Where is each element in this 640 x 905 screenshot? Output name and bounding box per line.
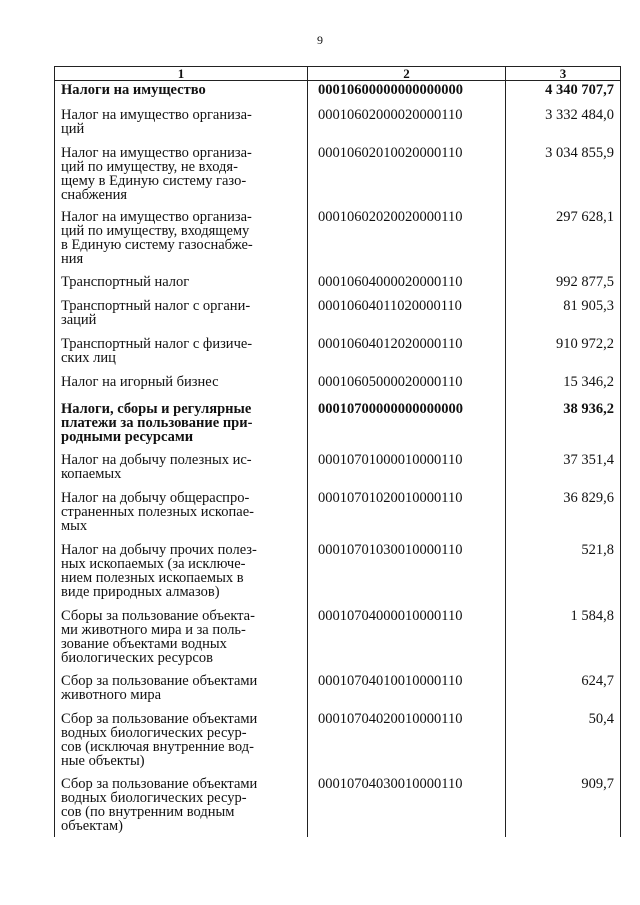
row-amount: 38 936,2 bbox=[506, 402, 621, 453]
row-code: 00010604011020000110 bbox=[308, 299, 506, 337]
row-amount: 50,4 bbox=[506, 712, 621, 777]
table-row bbox=[55, 375, 621, 402]
row-name: Налоги, сборы и регулярные платежи за пользование при- родными ресурсами bbox=[55, 402, 308, 453]
table-row bbox=[55, 453, 621, 491]
row-name: Налог на игорный бизнес bbox=[55, 375, 308, 402]
row-name: Налог на имущество организа- ций по имуществу, не входя- щему в Единую систему газо- снабжения bbox=[55, 146, 308, 210]
row-name: Налог на имущество организа- ций bbox=[55, 108, 308, 146]
row-name: Налог на добычу полезных ис- копаемых bbox=[55, 453, 308, 491]
row-amount: 36 829,6 bbox=[506, 491, 621, 543]
row-code: 00010704020010000110 bbox=[308, 712, 506, 777]
table-row bbox=[55, 299, 621, 337]
row-amount: 1 584,8 bbox=[506, 609, 621, 674]
row-amount: 81 905,3 bbox=[506, 299, 621, 337]
row-code: 00010605000020000110 bbox=[308, 375, 506, 402]
row-amount: 15 346,2 bbox=[506, 375, 621, 402]
row-code: 00010701030010000110 bbox=[308, 543, 506, 609]
row-name: Транспортный налог bbox=[55, 275, 308, 299]
row-name: Налог на добычу прочих полез- ных ископаемых (за исключе- нием полезных ископаемых в виде природных алмазов) bbox=[55, 543, 308, 609]
row-code: 00010602020020000110 bbox=[308, 210, 506, 275]
table-row bbox=[55, 337, 621, 375]
table-row bbox=[55, 275, 621, 299]
table-row bbox=[55, 712, 621, 777]
row-name: Сбор за пользование объектами водных биологических ресур- сов (исключая внутренние вод- ные объекты) bbox=[55, 712, 308, 777]
row-amount: 3 332 484,0 bbox=[506, 108, 621, 146]
row-code: 00010700000000000000 bbox=[308, 402, 506, 453]
table-row bbox=[55, 81, 621, 108]
row-amount: 909,7 bbox=[506, 777, 621, 837]
row-code: 00010604012020000110 bbox=[308, 337, 506, 375]
table-row bbox=[55, 777, 621, 837]
row-amount: 992 877,5 bbox=[506, 275, 621, 299]
row-code: 00010701020010000110 bbox=[308, 491, 506, 543]
row-code: 00010704030010000110 bbox=[308, 777, 506, 837]
page-number: 9 bbox=[317, 33, 323, 47]
row-amount: 3 034 855,9 bbox=[506, 146, 621, 210]
row-code: 00010602010020000110 bbox=[308, 146, 506, 210]
row-code: 00010704000010000110 bbox=[308, 609, 506, 674]
column-header-2: 2 bbox=[308, 67, 506, 81]
row-amount: 297 628,1 bbox=[506, 210, 621, 275]
row-amount: 37 351,4 bbox=[506, 453, 621, 491]
column-header-3: 3 bbox=[506, 67, 621, 81]
table-row bbox=[55, 402, 621, 453]
row-name: Налог на имущество организа- ций по имуществу, входящему в Единую систему газоснабже- ния bbox=[55, 210, 308, 275]
row-name: Сборы за пользование объекта- ми животного мира и за поль- зование объектами водных биологических ресурсов bbox=[55, 609, 308, 674]
row-name: Транспортный налог с физиче- ских лиц bbox=[55, 337, 308, 375]
table-body bbox=[55, 81, 621, 837]
row-code: 00010604000020000110 bbox=[308, 275, 506, 299]
table-row bbox=[55, 543, 621, 609]
row-code: 00010600000000000000 bbox=[308, 81, 506, 108]
row-code: 00010704010010000110 bbox=[308, 674, 506, 712]
budget-table bbox=[54, 66, 621, 837]
table-row bbox=[55, 108, 621, 146]
table-header-row bbox=[55, 67, 621, 81]
row-amount: 910 972,2 bbox=[506, 337, 621, 375]
row-name: Налоги на имущество bbox=[55, 81, 308, 108]
table-row bbox=[55, 491, 621, 543]
row-code: 00010602000020000110 bbox=[308, 108, 506, 146]
table-row bbox=[55, 674, 621, 712]
row-code: 00010701000010000110 bbox=[308, 453, 506, 491]
table-row bbox=[55, 609, 621, 674]
row-amount: 4 340 707,7 bbox=[506, 81, 621, 108]
row-name: Налог на добычу общераспро- страненных полезных ископае- мых bbox=[55, 491, 308, 543]
table-row bbox=[55, 210, 621, 275]
row-amount: 521,8 bbox=[506, 543, 621, 609]
row-name: Сбор за пользование объектами водных биологических ресур- сов (по внутренним водным объектам) bbox=[55, 777, 308, 837]
table-row bbox=[55, 146, 621, 210]
row-amount: 624,7 bbox=[506, 674, 621, 712]
row-name: Транспортный налог с органи- заций bbox=[55, 299, 308, 337]
column-header-1: 1 bbox=[55, 67, 308, 81]
row-name: Сбор за пользование объектами животного мира bbox=[55, 674, 308, 712]
